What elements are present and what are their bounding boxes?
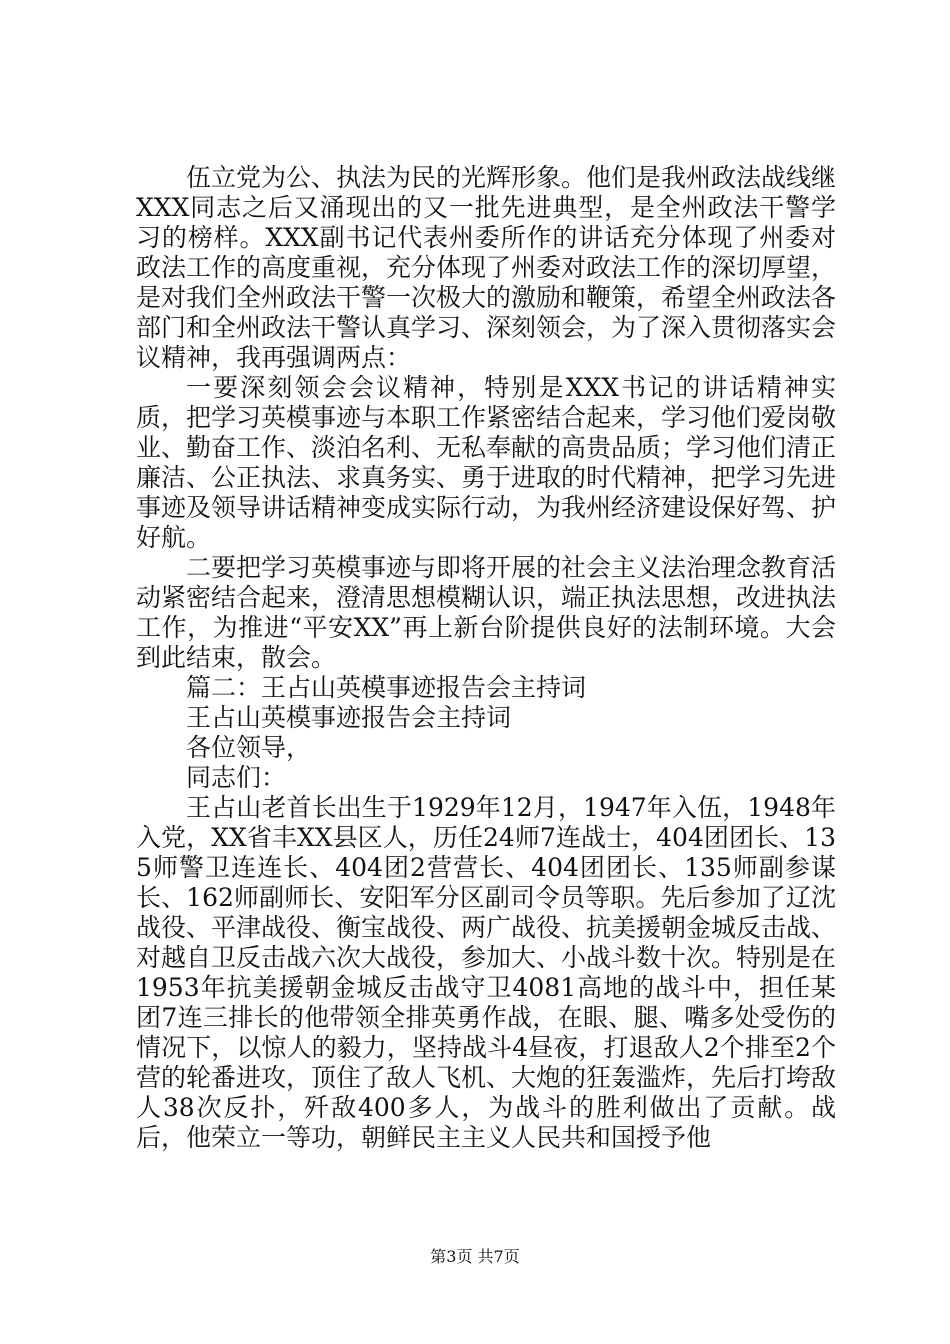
- page-number: 第3页 共7页: [430, 1247, 520, 1266]
- speech-title: 王占山英模事迹报告会主持词: [186, 703, 512, 732]
- paragraph-2: 一要深刻领会会议精神，特别是XXX书记的讲话精神实质，把学习英模事迹与本职工作紧密结合起来，学习他们爱岗敬业、勤奋工作、淡泊名利、无私奉献的高贵品质；学习他们清正廉洁、公正执法、求真务实、勇于进取的时代精神，把学习先进事迹及领导讲话精神变成实际行动，为我州经济建设保好驾、护好航。: [136, 373, 837, 552]
- paragraph-biography: 王占山老首长出生于1929年12月，1947年入伍，1948年入党，XX省丰XX县区人，历任24师7连战士，404团团长、135师警卫连连长、404团2营营长、404团团长、135师副参谋长、162师副师长、安阳军分区副司令员等职。先后参加了辽沈战役、平津战役、衡宝战役、两广战役、抗美援朝金城反击战、对越自卫反击战六次大战役，参加大、小战斗数十次。特别是在1953年抗美援朝金城反击战守卫4081高地的战斗中，担任某团7连三排长的他带领全排英勇作战，在眼、腿、嘴多处受伤的情况下，以惊人的毅力，坚持战斗4昼夜，打退敌人2个排至2个营的轮番进攻，顶住了敌人飞机、大炮的狂轰滥炸，先后打垮敌人38次反扑，歼敌400多人，为战斗的胜利做出了贡献。战后，他荣立一等功，朝鲜民主主义人民共和国授予他: [136, 793, 837, 1152]
- document-body: [136, 163, 836, 1153]
- paragraph-3: 二要把学习英模事迹与即将开展的社会主义法治理念教育活动紧密结合起来，澄清思想模糊认识，端正执法思想，改进执法工作，为推进“平安XX”再上新台阶提供良好的法制环境。大会到此结束，散会。: [136, 553, 837, 672]
- paragraph-1: 伍立党为公、执法为民的光辉形象。他们是我州政法战线继XXX同志之后又涌现出的又一批先进典型，是全州政法干警学习的榜样。XXX副书记代表州委所作的讲话充分体现了州委对政法工作的高度重视，充分体现了州委对政法工作的深切厚望，是对我们全州政法干警一次极大的激励和鞭策，希望全州政法各部门和全州政法干警认真学习、深刻领会，为了深入贯彻落实会议精神，我再强调两点：: [136, 163, 837, 372]
- salutation-comrades: 同志们：: [186, 763, 287, 792]
- salutation-leaders: 各位领导，: [186, 733, 312, 762]
- section-heading: 篇二：王占山英模事迹报告会主持词: [186, 673, 587, 702]
